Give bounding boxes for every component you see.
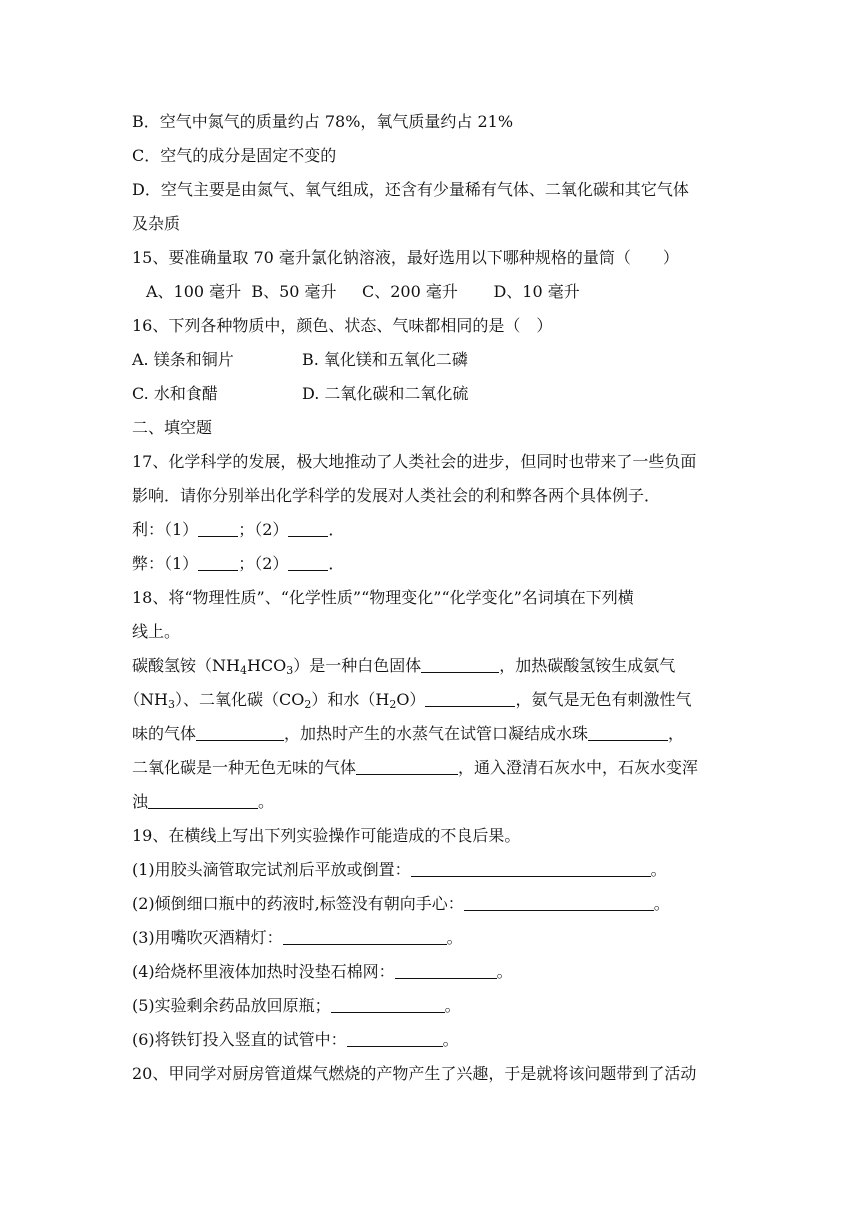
subscript: 3 xyxy=(286,664,294,677)
q19-blank-1[interactable] xyxy=(411,860,651,877)
q19-item-3 xyxy=(132,928,463,948)
q18-text: O） xyxy=(396,690,426,709)
q19-item-end: 。 xyxy=(650,860,667,879)
q19-item-end: 。 xyxy=(444,996,461,1015)
q18-text: ，通入澄清石灰水中，石灰水变浑 xyxy=(458,758,699,777)
q17-benefit-separator: ；（2） xyxy=(238,520,289,539)
q18-text: ）是一种白色固体 xyxy=(293,656,422,675)
q17-benefit-blank-2[interactable] xyxy=(288,520,328,537)
q18-blank-4[interactable] xyxy=(588,724,668,741)
q15-stem: 15、要准确量取 70 毫升氯化钠溶液，最好选用以下哪种规格的量筒（ ） xyxy=(132,248,679,267)
q17-benefit-end: ． xyxy=(328,520,345,539)
q14-option-d-line2: 及杂质 xyxy=(132,214,181,233)
q18-line2: 线上。 xyxy=(132,622,181,641)
q18-text: 浊 xyxy=(132,792,149,811)
q17-benefit-blank-1[interactable] xyxy=(198,520,238,537)
q18-text: ）和水（H xyxy=(311,690,390,709)
q19-blank-3[interactable] xyxy=(283,928,447,945)
q17-harm-label: 弊：（1） xyxy=(132,554,199,573)
q19-item-end: 。 xyxy=(446,928,463,947)
q18-text: ，加热时产生的水蒸气在试管口凝结成水珠 xyxy=(284,724,589,743)
q18-blank-3[interactable] xyxy=(196,724,284,741)
q18-text: 味的气体 xyxy=(132,724,197,743)
q19-stem: 19、在横线上写出下列实验操作可能造成的不良后果。 xyxy=(132,826,521,845)
q19-item-2 xyxy=(132,894,670,914)
q17-benefit-label: 利：（1） xyxy=(132,520,199,539)
q18-para-line3 xyxy=(132,724,684,744)
q18-text: ， xyxy=(668,724,685,743)
q19-item-text: (5)实验剩余药品放回原瓶； xyxy=(132,996,331,1015)
q19-item-5 xyxy=(132,996,461,1016)
q18-text: 二氧化碳是一种无色无味的气体 xyxy=(132,758,357,777)
q14-option-c: C．空气的成分是固定不变的 xyxy=(132,146,337,165)
q19-item-end: 。 xyxy=(442,1030,459,1049)
q19-blank-2[interactable] xyxy=(464,894,654,911)
subscript: 3 xyxy=(167,698,175,711)
q18-blank-6[interactable] xyxy=(148,792,258,809)
q20-line1: 20、甲同学对厨房管道煤气燃烧的产物产生了兴趣，于是就将该问题带到了活动 xyxy=(132,1064,697,1083)
q19-blank-5[interactable] xyxy=(331,996,445,1013)
q19-item-text: (2)倾倒细口瓶中的药液时,标签没有朝向手心： xyxy=(132,894,464,913)
subscript: 2 xyxy=(304,698,312,711)
q18-blank-2[interactable] xyxy=(425,690,515,707)
q19-item-4 xyxy=(132,962,513,982)
q17-harm-separator: ；（2） xyxy=(238,554,289,573)
q19-blank-4[interactable] xyxy=(395,962,497,979)
q18-para-line1 xyxy=(132,656,675,676)
q16-option-a: A. 镁条和铜片 xyxy=(132,350,234,369)
q19-item-6 xyxy=(132,1030,459,1050)
q18-text: ，氨气是无色有刺激性气 xyxy=(515,690,692,709)
section-heading: 二、填空题 xyxy=(132,418,213,437)
q18-blank-1[interactable] xyxy=(421,656,499,673)
q17-harms xyxy=(132,554,344,574)
q16-stem: 16、下列各种物质中，颜色、状态、气味都相同的是（ ） xyxy=(132,316,553,335)
subscript: 2 xyxy=(389,698,397,711)
q18-text: HCO xyxy=(246,656,287,675)
q19-item-text: (4)给烧杯里液体加热时没垫石棉网： xyxy=(132,962,395,981)
q18-para-line2 xyxy=(124,690,691,710)
subscript: 4 xyxy=(239,664,247,677)
q18-text: ）、二氧化碳（CO xyxy=(174,690,305,709)
q17-harm-blank-2[interactable] xyxy=(288,554,328,571)
q14-option-d-line1: D．空气主要是由氮气、氧气组成，还含有少量稀有气体、二氧化碳和其它气体 xyxy=(132,180,689,199)
q18-blank-5[interactable] xyxy=(356,758,458,775)
q17-line2: 影响．请你分别举出化学科学的发展对人类社会的利和弊各两个具体例子． xyxy=(132,486,661,505)
q16-option-d: D. 二氧化碳和二氧化硫 xyxy=(302,384,469,403)
q18-text: 碳酸氢铵（NH xyxy=(132,656,240,675)
q19-item-end: 。 xyxy=(496,962,513,981)
q18-text: 。 xyxy=(258,792,275,811)
q19-item-text: (6)将铁钉投入竖直的试管中： xyxy=(132,1030,347,1049)
q18-line1: 18、将“物理性质”、“化学性质”“物理变化”“化学变化”名词填在下列横 xyxy=(132,588,634,607)
q19-item-text: (3)用嘴吹灭酒精灯： xyxy=(132,928,283,947)
q18-text: （NH xyxy=(124,690,168,709)
q15-options: A、100 毫升 B、50 毫升 C、200 毫升 D、10 毫升 xyxy=(146,282,580,301)
q19-item-end: 。 xyxy=(653,894,670,913)
q17-harm-blank-1[interactable] xyxy=(198,554,238,571)
q16-option-b: B. 氧化镁和五氧化二磷 xyxy=(302,350,468,369)
q17-line1: 17、化学科学的发展，极大地推动了人类社会的进步，但同时也带来了一些负面 xyxy=(132,452,697,471)
q17-benefits xyxy=(132,520,344,540)
q18-text: ，加热碳酸氢铵生成氨气 xyxy=(499,656,676,675)
q18-para-line5 xyxy=(132,792,274,812)
q19-blank-6[interactable] xyxy=(347,1030,443,1047)
q14-option-b: B．空气中氮气的质量约占 78%，氧气质量约占 21% xyxy=(132,112,514,131)
q18-para-line4 xyxy=(132,758,698,778)
q19-item-text: (1)用胶头滴管取完试剂后平放或倒置： xyxy=(132,860,411,879)
q16-option-c: C. 水和食醋 xyxy=(132,384,218,403)
q17-harm-end: ． xyxy=(328,554,345,573)
q19-item-1 xyxy=(132,860,667,880)
